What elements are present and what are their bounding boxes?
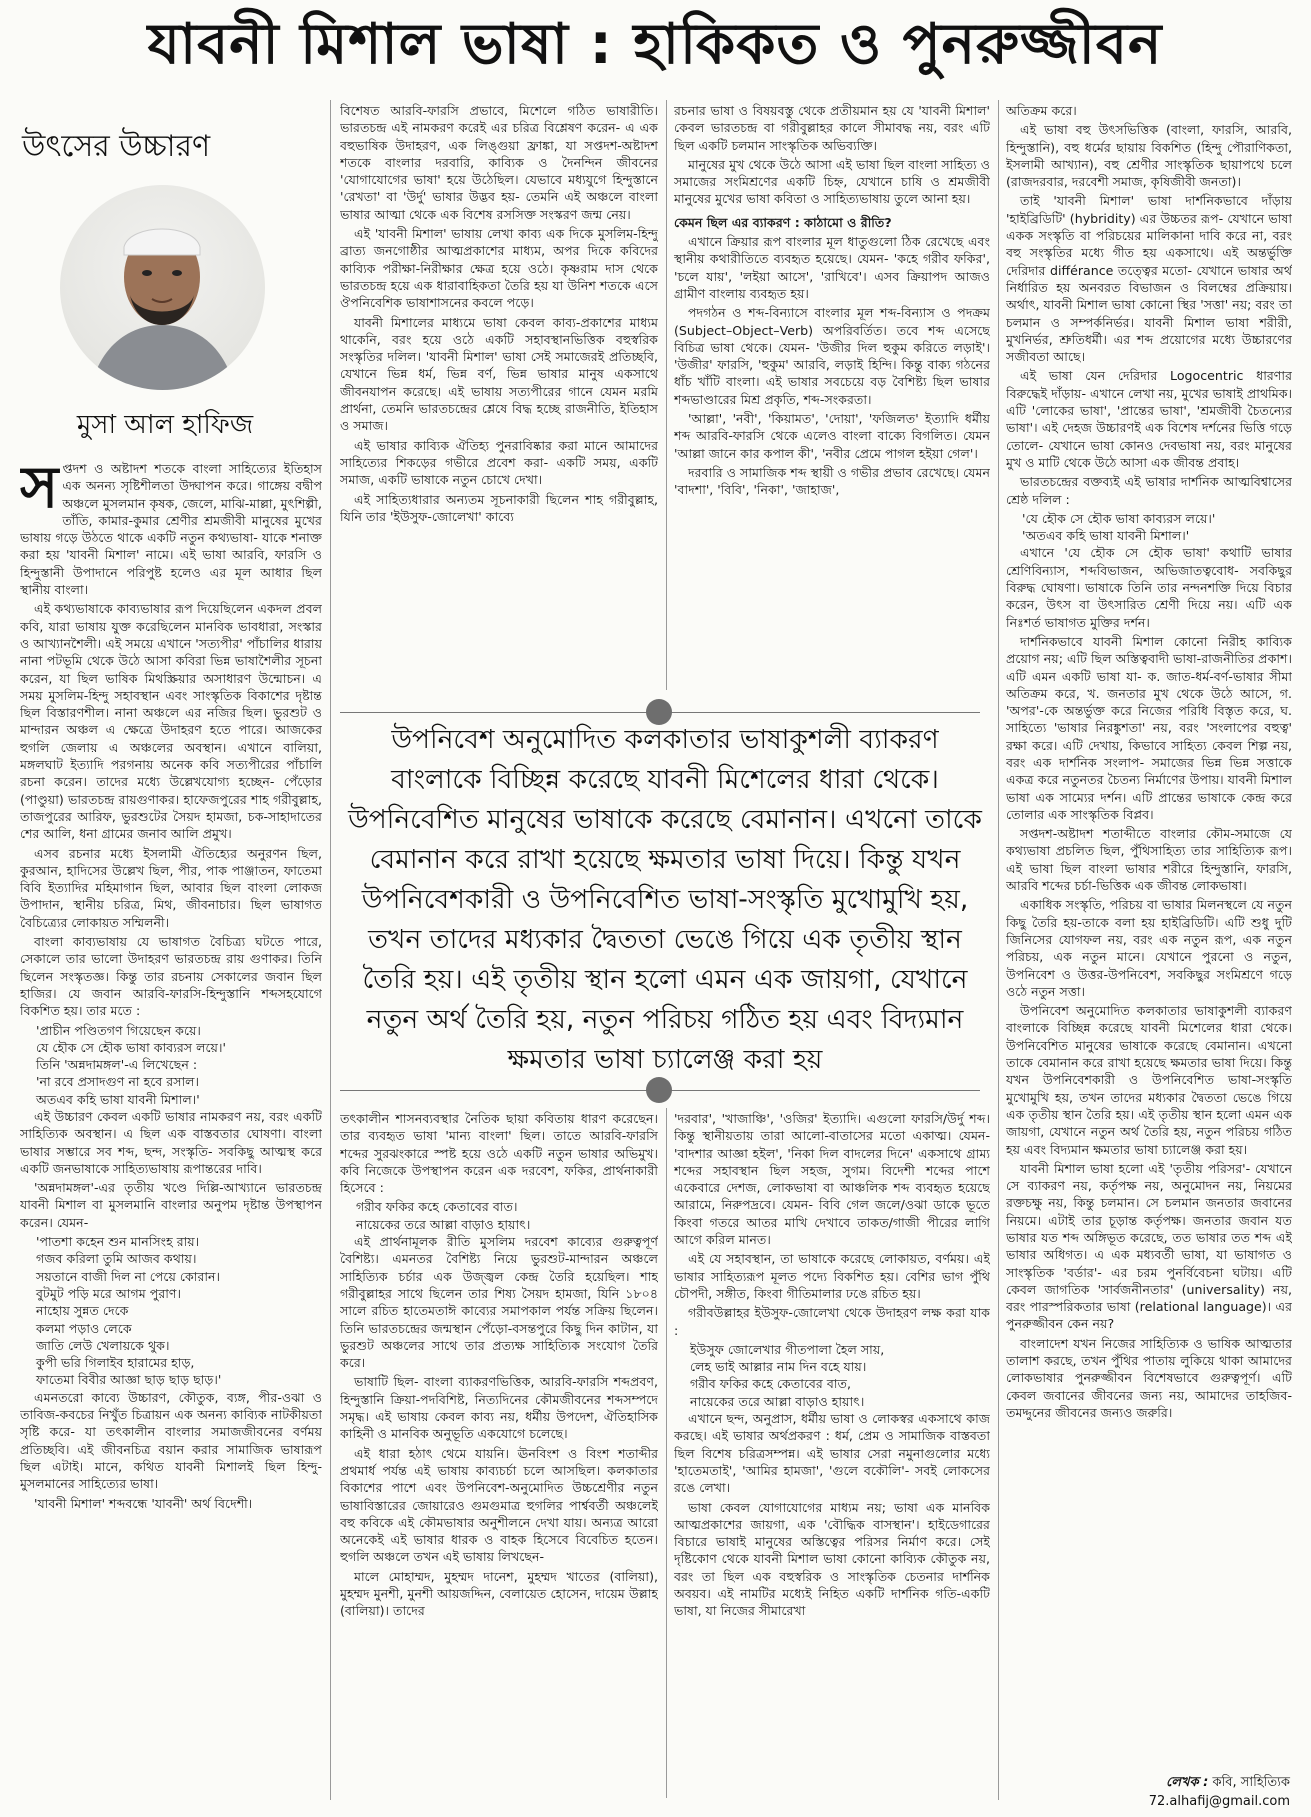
article-column-2-bottom — [340, 1110, 658, 1800]
paragraph: এখানে 'যে হৌক সে হৌক ভাষা' কথাটি ভাষার শ্রেণিবিন্যাস, শব্দবিভাজন, অভিজাতত্ববোধ- সবকিছুর বিরুদ্ধ ঘোষণা। ভাষাকে তিনি তার নন্দনশক্তি দিয়ে বিচার করেন, উৎস বা উৎসারিত শ্রেণী দিয়ে নয়। এটি এক নিঃশর্ত ভাষাগত মুক্তির দর্শন। — [1006, 545, 1292, 630]
paragraph: এই ধারা হঠাৎ থেমে যায়নি। ঊনবিংশ ও বিংশ শতাব্দীর প্রথমার্ধ পর্যন্ত এই ভাষায় কাব্যচর্চা চলে আসছিল। কলকাতার বিকাশের পাশে এবং উপনিবেশ-অনুমোদিত উচ্চশ্রেণীর নতুন ভাষাবিস্তারের জোয়ারেও গুমগুমাত্র হুগলির পার্শ্ববর্তী অঞ্চলেই বহু কবিকে এই কৌমভাষার অনুশীলনে দেখা যায়। অন্যত্র আরো অনেকেই এই ভাষার ধারক ও বাহক হিসেবে বিবেচিত হতেন। হুগলি অঞ্চলে তখন এই ভাষায় লিখছেন- — [340, 1445, 658, 1565]
paragraph: বিশেষত আরবি-ফারসি প্রভাবে, মিশেলে গঠিত ভাষারীতি। ভারতচন্দ্র এই নামকরণ করেই এর চরিত্র বিশ্লেষণ করেন- এ এক বহুভাষিক উদাহরণ, এক লিঙ্গুয়া ফ্রাঙ্কা, যা সপ্তদশ-অষ্টাদশ শতকে বাংলার দরবারি, কাব্যিক ও দৈনন্দিন জীবনের 'যোগাযোগের ভাষা' হয়ে উঠেছিল। যেভাবে মধ্যযুগে হিন্দুস্তানে 'রেখতা' বা 'উর্দু' ভাষার উদ্ভব হয়- তেমনি এই অঞ্চলে বাংলা ভাষার আত্মা থেকে এক বিশেষ রসসিক্ত সংস্করণ জন্ম নেয়। — [340, 103, 658, 222]
paragraph: এই প্রার্থনামূলক রীতি মুসলিম দরবেশ কাব্যের গুরুত্বপূর্ণ বৈশিষ্ট্য। এমনতর বৈশিষ্ট্য নিয়ে ভুরশুট-মান্দারন অঞ্চলে সাহিত্যিক চর্চার এক উজ্জ্বল কেন্দ্র তৈরি হয়েছিল। শাহ গরীবুল্লাহর সাথে ছিলেন তার শিষ্য সৈয়দ হামজা, যিনি ১৮০৪ সালে রচিত হাতেমতাঈ কাব্যের সমাপকাল পর্যন্ত সক্রিয় ছিলেন। তিনি ভারতচন্দ্রের জন্মস্থান পেঁড়ো-বসন্তপুরে কিছু দিন কাটান, যা ভুরশুট অঞ্চলের সাথে তার প্রত্যক্ষ সাহিত্যিক সংযোগ তৈরি করে। — [340, 1234, 658, 1371]
paragraph: দরবারি ও সামাজিক শব্দ স্থায়ী ও গভীর প্রভাব রেখেছে। যেমন 'বাদশা', 'বিবি', 'নিকা', 'জাহাজ', — [674, 464, 990, 498]
paragraph: ভাষা কেবল যোগাযোগের মাধ্যম নয়; ভাষা এক মানবিক আত্মপ্রকাশের জায়গা, এক 'বৌদ্ধিক বাসস্থান'। হাইডেগারের বিচারে ভাষাই মানুষের অস্তিত্বের পরিসর নির্মাণ করে। সেই দৃষ্টিকোণ থেকে যাবনী মিশাল ভাষা কোনো কাব্যিক কৌতুক নয়, বরং তা ছিল এক বহুস্বরিক ও সাংস্কৃতিক চেতনার দার্শনিক অবয়ব। এই নামটির মধ্যেই নিহিত একটি দার্শনিক গতি-একটি ভাষা, যা নিজের সীমারেখা — [674, 1499, 990, 1619]
headline: যাবনী মিশাল ভাষা : হাকিকত ও পুনরুজ্জীবন — [147, 12, 1163, 77]
author-role: কবি, সাহিত্যিক — [1212, 1775, 1290, 1790]
drop-cap: স — [20, 460, 59, 521]
paragraph: তাই 'যাবনী মিশাল' ভাষা দার্শনিকভাবে দাঁড়ায় 'হাইব্রিডিটি' (hybridity) এর উচ্চতর রূপ- যেখানে ভাষা একক সংস্কৃতি বা পরিচয়ের মালিকানা দাবি করে না, বরং বহু সংস্কৃতির মধ্যে গীত হয় একসাথে। এই অন্তর্ভুক্তি দেরিদার différance তত্ত্বের মতো- যেখানে ভাষার অর্থ নির্ধারিত হয় অনবরত বিভাজন ও বিলম্বের প্রক্রিয়ায়। অর্থাৎ, যাবনী মিশাল ভাষা কোনো স্থির 'সত্তা' নয়; বরং তা চলমান ও সম্পর্কনির্ভর। যাবনী মিশাল ভাষা শরীরী, মুখনির্ভর, শ্রুতিধর্মী। এর শব্দ প্রয়োগের মধ্যে উচ্চারণের সজীবতা আছে। — [1006, 193, 1292, 365]
verse-line: ফাতেমা বিবীর আজ্ঞা ছাড় ছাড় ছাড়।' — [36, 1372, 222, 1388]
paragraph: এই কথ্যভাষাকে কাব্যভাষার রূপ দিয়েছিলেন একদল প্রবল কবি, যারা ভাষায় যুক্ত করেছিলেন মানবিক ভাবধারা, সংস্কার ও আখ্যানশৈলী। এই সময়ে এখানে 'সত্যপীর' পাঁচালির ধারায় নানা পটভূমি থেকে উঠে আসা কবিরা ভিন্ন ভাষাশৈলীর সূচনা করেন, যা ছিল ভাষিক মিথস্ক্রিয়ার অসাধারণ উন্মোচন। এ সময় মুসলিম-হিন্দু সহাবস্থান এবং সাংস্কৃতিক বিকাশের দৃষ্টান্ত ছিল বিস্তারণশীল। নানা অঞ্চলে এর নজির ছিল। ভুরশুট ও মান্দারন অঞ্চল এ ক্ষেত্রে উদাহরণ হতে পারে। আজকের হুগলি জেলায় এ অঞ্চলের অবস্থান। এখানে বালিয়া, মঙ্গলঘাট ইত্যাদি পরগনায় অনেক কবি সত্যপীরের পাঁচালি রচনা করেন। তাদের মধ্যে উল্লেখযোগ্য হচ্ছেন- পেঁড়োর (পাণ্ডুয়া) ভারতচন্দ্র রায়গুণাকর। হাফেজপুরের শাহ গরীবুল্লাহ, তাজপুরের আরিফ, ভুরশুটের সৈয়দ হামজা, চক-সাহাদাতের শের আলি, ধনা গ্রামের জনাব আলি প্রমুখ। — [20, 601, 322, 842]
column-kicker: উৎসের উচ্চারণ — [22, 129, 211, 164]
verse-line: জাতি লেউ খেলায়কে থুক। — [36, 1337, 170, 1353]
verse-line: নায়েকের তরে আল্লা বাড়াও হায়াৎ। — [690, 1393, 865, 1409]
author-role-label: লেখক : — [1165, 1775, 1209, 1790]
verse-line: ইউসুফ জোলেখার গীতপালা হৈল সায়, — [690, 1341, 885, 1357]
verse-line: গরীব ফকির কহে কেতাবের বাত। — [356, 1199, 518, 1215]
paragraph: পদগঠন ও শব্দ-বিন্যাসে বাংলার মূল শব্দ-বিন্যাস ও পদক্রম (Subject–Object–Verb) অপরিবর্তিত। তবে শব্দ এসেছে বিচিত্র ভাষা থেকে। যেমন- 'উজীর দিল হুকুম করিতে লড়াই'। 'উজীর' ফারসি, 'হুকুম' আরবি, লড়াই হিন্দি। কিন্তু বাক্য গঠনের ধাঁচ খাঁটি বাংলা। এই ভাষার সবচেয়ে বড় বৈশিষ্ট্য ছিল ভাষার শব্দভাণ্ডারের মিশ্র প্রকৃতি, শব্দ-সংকরতা। — [674, 305, 990, 407]
verse-line: অতএব কহি ভাষা যাবনী মিশাল।' — [36, 1091, 200, 1107]
pull-quote: উপনিবেশ অনুমোদিত কলকাতার ভাষাকুশলী ব্যাকরণ বাংলাকে বিচ্ছিন্ন করেছে যাবনী মিশেলের ধারা থেকে। উপনিবেশিত মানুষের ভাষাকে করেছে বেমানান। এখনো তাকে বেমানান করে রাখা হয়েছে ক্ষমতার ভাষা দিয়ে। কিন্তু যখন উপনিবেশকারী ও উপনিবেশিত ভাষা-সংস্কৃতি মুখোমুখি হয়, তখন তাদের মধ্যকার দ্বৈততা ভেঙে গিয়ে এক তৃতীয় স্থান তৈরি হয়। এই তৃতীয় স্থান হলো এমন এক জায়গা, যেখানে নতুন অর্থ তৈরি হয়, নতুন পরিচয় গঠিত হয় এবং বিদ্যমান ক্ষমতার ভাষা চ্যালেঞ্জ করা হয় — [348, 724, 982, 1075]
verse-line: কলমা পড়াও লেকে — [36, 1320, 132, 1336]
verse-line: নাহোয় সুন্নত দেকে — [36, 1303, 129, 1319]
paragraph: 'যাবনী মিশাল' শব্দবন্ধে 'যাবনী' অর্থ বিদেশী। — [34, 1495, 253, 1511]
paragraph: এই সাহিত্যধারার অন্যতম সূচনাকারী ছিলেন শাহ গরীবুল্লাহ, যিনি তার 'ইউসুফ-জোলেখা' কাব্যে — [340, 491, 658, 524]
paragraph: ভারতচন্দ্রের বক্তব্যই এই ভাষার দার্শনিক আত্মবিশ্বাসের শ্রেষ্ঠ দলিল : — [1006, 474, 1292, 507]
paragraph: প্তদশ ও অষ্টাদশ শতকে বাংলা সাহিত্যের ইতিহাস এক অনন্য সৃষ্টিশীলতা উদ্ঘাপন করে। গাঙ্গেয় বদ্বীপ অঞ্চলে মুসলমান কৃষক, জেলে, মাঝি-মাল্লা, মুৎশিল্পী, তাঁতি, কামার-কুমার শ্রেণীর শ্রমজীবী মানুষের মুখের ভাষায় গড়ে উঠতে থাকে একটি নতুন কথ্যভাষা- যাকে শনাক্ত করা হয় 'যাবনী মিশাল' নামে। এই ভাষা আরবি, ফারসি ও হিন্দুস্তানী উপাদানে পরিপুষ্ট হলেও এর মূল আধার ছিল স্থানীয় বাংলা। — [20, 461, 322, 598]
author-byline: মুসা আল হাফিজ — [76, 410, 254, 440]
paragraph: মানুষের মুখ থেকে উঠে আসা এই ভাষা ছিল বাংলা সাহিত্য ও সমাজের সংমিশ্রণের একটি চিহ্ন, যেখানে চাষি ও শ্রমজীবী মানুষের মুখের ভাষা কবিতা ও সাহিত্যভাষায় তুলে আনা হয়। — [674, 156, 990, 207]
author-email: 72.alhafij@gmail.com — [1148, 1794, 1290, 1809]
author-signature — [1030, 1773, 1290, 1811]
paragraph: এখানে ক্রিয়ার রূপ বাংলার মূল ধাতুগুলো ঠিক রেখেছে এবং স্থানীয় কথারীতিতে ব্যবহৃত হয়েছে। যেমন- 'কহে গরীব ফকির', 'চলে যায়', 'লইয়া আসে', 'রাখিবে'। এসব ক্রিয়াপদ আজও গ্রামীণ বাংলায় ব্যবহৃত হয়। — [674, 234, 990, 301]
article-column-3-bottom — [674, 1110, 990, 1800]
paragraph: এই ভাষা বহু উৎসভিত্তিক (বাংলা, ফারসি, আরবি, হিন্দুস্তানি), বহু ধর্মের ছায়ায় বিকশিত (হিন্দু পৌরাণিকতা, ইসলামী আখ্যান), বহু শ্রেণীর সাংস্কৃতিক ছায়াপথে চলে (রাজদরবার, দরবেশী সমাজ, কৃষিজীবী জনতা)। — [1006, 122, 1292, 190]
paragraph: এই ভাষার কাব্যিক ঐতিহ্য পুনরাবিষ্কার করা মানে আমাদের সাহিত্যের শিকড়ের গভীরে প্রবেশ করা- একটি সময়, একটি সমাজ, একটি ভাষাকে নতুন চোখে দেখা। — [340, 437, 658, 488]
verse-line: বুটমুট পড়ি মরে আগম পুরাণ। — [36, 1285, 182, 1301]
column-divider — [666, 100, 667, 690]
paragraph: এই উচ্চারণ কেবল একটি ভাষার নামকরণ নয়, বরং একটি সাহিত্যিক অবস্থান। এ ছিল এক বাস্তবতার ঘোষণা। বাংলা ভাষার সম্ভারে সব শব্দ, ছন্দ, সংস্কৃতি- সবকিছু আত্মস্থ করে একটি জনভাষাকে সাহিত্যভাষায় রূপান্তরের দাবি। — [20, 1108, 322, 1176]
verse-line: 'না রবে প্রসাদগুণ না হবে রসাল। — [36, 1074, 200, 1090]
verse-line: 'প্রাচীন পণ্ডিতগণ গিয়েছেন কয়ে। — [36, 1022, 201, 1038]
paragraph: যাবনী মিশাল ভাষা হলো এই 'তৃতীয় পরিসর'- যেখানে সে ব্যাকরণ নয়, কর্তৃপক্ষ নয়, অনুমোদন নয়, নিয়মের রক্তচক্ষু নয়, কিন্তু চলমান। সে চলমান জনতার জবানের নিয়মে। এটাই তার চূড়ান্ত কর্তৃপক্ষ। জনতার জবান যত ভাষার যত শব্দ অঙ্গিভূত করেছে, তত ভাষার তত শব্দ এই ভাষার অধিগত। এ এক মধ্যবর্তী ভাষা, যা ভাষাগত ও সাংস্কৃতিক 'বর্ডার'- এর চরম পুনর্বিবেচনা ঘটায়। এটি কেবল জাগতিক 'সার্বজনীনতার' (universality) নয়, বরং পারস্পরিকতার ভাষা (relational language)। এর পুনরুজ্জীবন কেন নয়? — [1006, 1160, 1292, 1332]
article-column-1 — [20, 460, 322, 1790]
pullquote-dot-bottom — [646, 1077, 672, 1103]
verse-line: তিনি 'অন্নদামঙ্গল'-এ লিখেছেন : — [36, 1057, 198, 1073]
paragraph: তৎকালীন শাসনব্যবস্থার নৈতিক ছায়া কবিতায় ধারণ করেছেন। তার ব্যবহৃত ভাষা 'মান্য বাংলা' ছিল। তাতে আরবি-ফারসি শব্দের সুরঝংকারে স্পষ্ট হয়ে ওঠে একটি নতুন ভাষার অভিমুখ। কবি নিজেকে উপস্থাপন করেন এক দরবেশ, ফকির, প্রার্থনাকারী হিসেবে : — [340, 1111, 658, 1196]
article-column-2-top — [340, 102, 658, 702]
paragraph: যাবনী মিশালের মাধ্যমে ভাষা কেবল কাব্য-প্রকাশের মাধ্যম থাকেনি, বরং হয়ে ওঠে একটি সহাবস্থানভিত্তিক বহুস্বরিক সংস্কৃতির দলিল। 'যাবনী মিশাল' ভাষা সেই সমাজেরই প্রতিচ্ছবি, যেখানে ভিন্ন ধর্ম, ভিন্ন বর্ণ, ভিন্ন ভাষার মানুষ একসাথে জীবনযাপন করেছে। এই ভাষায় সত্যপীরের গানে যেমন মরমি প্রার্থনা, তেমনি ভারতচন্দ্রের শ্লেষে বিদ্ধ হচ্ছে রাজনীতি, ইতিহাস ও সমাজ। — [340, 314, 658, 434]
paragraph: 'দরবার', 'খাজাঞ্চি', 'ওজির' ইত্যাদি। এগুলো ফারসি/উর্দু শব্দ। কিন্তু স্থানীয়তায় তারা আলো-বাতাসের মতো একাত্ম। যেমন- 'বাদশার আজ্ঞা হইল', 'নিকা দিল বাদলের দিনে' একসাথে গ্রাম্য শব্দের সহাবস্থান ছিল সহজ, সুগম। বিদেশী শব্দের পাশে একেবারে দেশজ, লোকভাষা বা আঞ্চলিক শব্দ ব্যবহৃত হয়েছে আরামে, নিরুপদ্রবে। যেমন- বিবি গেল জলে/ওঝা ডাকে ভূতে কিংবা গতরে আতর মাখি দেখাবে তাকত/গাজী পীরের লাগি আগে করিল মানত। — [674, 1111, 990, 1248]
paragraph: এই 'যাবনী মিশাল' ভাষায় লেখা কাব্য এক দিকে মুসলিম-হিন্দু ব্রাত্য জনগোষ্ঠীর আত্মপ্রকাশের মাধ্যম, অপর দিকে কবিদের কাব্যিক পরীক্ষা-নিরীক্ষার ক্ষেত্র হয়ে ওঠে। কৃষ্ণরাম দাস থেকে ভারতচন্দ্র হয়ে এক ধারাবাহিকতা তৈরি হয় যা উনিশ শতকে এসে ঔপনিবেশিক ভাষাশাসনের কবলে পড়ে। — [340, 226, 658, 311]
paragraph: এখানে ছন্দ, অনুপ্রাস, ধর্মীয় ভাষা ও লোকস্বর একসাথে কাজ করছে। এই ভাষার অর্থপ্রকরণ : ধর্ম, প্রেম ও সামাজিক বাস্তবতা ছিল বিশেষ চরিত্রসম্পন্ন। এই ভাষার সেরা নমুনাগুলোর মধ্যে 'হাতেমতাই', 'আমির হামজা', 'গুলে বকৌলি'- সবই লোকসের রঙে লেখা। — [674, 1411, 990, 1496]
column-divider — [998, 100, 999, 1800]
verse-line: 'অতএব কহি ভাষা যাবনী মিশাল।' — [1022, 528, 1190, 544]
column-divider — [330, 100, 331, 1800]
paragraph: সপ্তদশ-অষ্টাদশ শতাব্দীতে বাংলার কৌম-সমাজে যে কথ্যভাষা প্রচলিত ছিল, পুঁথিসাহিত্য তার সাহিত্যিক রূপ। এই ভাষা ছিল বাংলা ভাষার শরীরে হিন্দুস্তানি, ফারসি, আরবি শব্দের চর্চা-ভিত্তিক এক জীবন্ত লোকভাষা। — [1006, 826, 1292, 894]
paragraph: এই যে সহাবস্থান, তা ভাষাকে করেছে লোকায়ত, বর্ণময়। এই ভাষার সাহিত্যরূপ মূলত পদ্যে বিকশিত হয়। বেশির ভাগ পুঁথি চৌপদী, সঙ্গীত, কিংবা গীতিমালার ঢঙে রচিত হয়। — [674, 1251, 990, 1301]
paragraph: এসব রচনার মধ্যে ইসলামী ঐতিহ্যের অনুরণন ছিল, কুরআন, হাদিসের উল্লেখ ছিল, পীর, পাক পাঞ্জাতন, ফাতেমা বিবি ইত্যাদির মহিমাগান ছিল, আবার ছিল বাংলা লোকজ উপাদান, স্থানীয় চরিত্র, মিথ, জীবনাচার। ছিল ভাষাগত বৈচিত্র্যের লোকায়ত সম্মিলনী। — [20, 845, 322, 930]
paragraph: 'অন্নদামঙ্গল'-এর তৃতীয় খণ্ডে দিল্লি-আখ্যানে ভারতচন্দ্র যাবনী মিশাল বা মুসলমানি বাংলার অনুপম দৃষ্টান্ত উপস্থাপন করেন। যেমন- — [20, 1180, 322, 1230]
author-portrait-icon — [60, 185, 265, 390]
article-column-4 — [1006, 102, 1292, 1767]
author-photo — [60, 185, 265, 390]
verse-line: নায়েকের তরে আল্লা বাড়াও হায়াৎ। — [356, 1216, 531, 1232]
section-heading: কেমন ছিল এর ব্যাকরণ : কাঠামো ও রীতি? — [674, 214, 892, 230]
verse-line: গজব করিলা তুমি আজব কথায়। — [36, 1251, 197, 1267]
verse-line: 'পাতশা কহেন শুন মানসিংহ রায়। — [36, 1234, 200, 1250]
paragraph: দার্শনিকভাবে যাবনী মিশাল কোনো নিরীহ কাব্যিক প্রয়োগ নয়; এটি ছিল অস্তিত্ববাদী ভাষা-রাজনীতির প্রকাশ। এটি এমন একটি ভাষা যা- ক. জাত-ধর্ম-বর্ণ-ভাষার সীমা অতিক্রম করে, খ. জনতার মুখ থেকে উঠে আসে, গ. 'অপর'-কে অন্তর্ভুক্ত করে নিজের পরিধি বিস্তৃত করে, ঘ. সাহিত্যে 'ভাষার নিরঙ্কুশতা' নয়, বরং 'সংলাপের বহুত্ব' রক্ষা করে। এটি দেখায়, কিভাবে সাহিত্য কেবল শিল্প নয়, বরং এক দার্শনিক সংলাপ- সমাজের ভিন্ন ভিন্ন সত্তাকে একত্র করে নতুনতর চৈতন্য নির্মাণের উপায়। যাবনী মিশাল ভাষা এক সাম্যের দর্শন। এটি প্রান্তের ভাষাকে কেন্দ্র করে তোলার এক সাংস্কৃতিক বিপ্লব। — [1006, 633, 1292, 822]
paragraph: এই ভাষা যেন দেরিদার Logocentric ধারণার বিরুদ্ধেই দাঁড়ায়- এখানে লেখা নয়, মুখের ভাষাই প্রাথমিক। এটি 'লোকের ভাষা', 'প্রান্তের ভাষা', 'শ্রমজীবী চৈতন্যের ভাষা'। এই দেহজ উচ্চারণই এক বিশেষ দর্শনের ভিত্তি গড়ে তোলে- যেখানে ভাষা কোনও দেবভাষা নয়, বরং মানুষের মুখ ও মাটি থেকে উঠে আসা এক জীবন্ত প্রবাহ। — [1006, 368, 1292, 470]
paragraph: ভাষাটি ছিল- বাংলা ব্যাকরণভিত্তিক, আরবি-ফারসি শব্দপ্রবণ, হিন্দুস্তানি ক্রিয়া-পদবিশিষ্ট, নিত্যদিনের কৌমজীবনের শব্দসম্পদে সমৃদ্ধ। এই ভাষায় কেবল কাব্য নয়, ধর্মীয় উপদেশ, ঐতিহাসিক কাহিনী ও মানবিক অনুভূতি একযোগে চলেছে। — [340, 1374, 658, 1442]
paragraph: বাংলাদেশ যখন নিজের সাহিত্যিক ও ভাষিক আত্মতার তালাশ করছে, তখন পুঁথির পাতায় লুকিয়ে থাকা আমাদের লোকভাষার পুনরুজ্জীবন বিশেষভাবে গুরুত্বপূর্ণ। এটি কেবল জবানের জীবনের জন্য নয়, আমাদের তাহজিব-তমদ্দুনের জীবনের জন্যও জরুরি। — [1006, 1335, 1292, 1420]
paragraph: 'আল্লা', 'নবী', 'কিয়ামত', 'দোয়া', 'ফজিলত' ইত্যাদি ধর্মীয় শব্দ আরবি-ফারসি থেকে এলেও বাংলা বাক্যে বিগলিত। যেমন 'আল্লা জানে কার কপাল কী', 'নবীর প্রেমে পাগল হইয়া গেল'। — [674, 411, 990, 461]
verse-line: লেহ ভাই আল্লার নাম দিন বহে যায়। — [690, 1359, 867, 1375]
paragraph: একাধিক সংস্কৃতি, পরিচয় বা ভাষার মিলনস্থলে যে নতুন কিছু তৈরি হয়-তাকে বলা হয় হাইব্রিডিটি। এটি শুধু দুটি জিনিসের যোগফল নয়, বরং এক নতুন রূপ, এক নতুন পরিচয়, এক নতুন মানে। যেখানে পুরনো ও নতুন, উপনিবেশ ও উত্তর-উপনিবেশ, সবকিছুর সংমিশ্রণে গড়ে ওঠে নতুন সত্তা। — [1006, 897, 1292, 999]
verse-line: গরীব ফকির কহে কেতাবের বাত, — [690, 1376, 851, 1392]
verse-line: যে হৌক সে হৌক ভাষা কাব্যরস লয়ে।' — [36, 1039, 226, 1055]
paragraph: অতিক্রম করে। — [1006, 103, 1077, 118]
verse-line: 'যে হৌক সে হৌক ভাষা কাব্যরস লয়ে।' — [1022, 510, 1216, 526]
paragraph: উপনিবেশ অনুমোদিত কলকাতার ভাষাকুশলী ব্যাকরণ বাংলাকে বিচ্ছিন্ন করেছে যাবনী মিশেলের ধারা থেকে। উপনিবেশিত মানুষের ভাষাকে করেছে বেমানান। এখনো তাকে বেমানান করে রাখা হয়েছে ক্ষমতার ভাষা দিয়ে। কিন্তু যখন উপনিবেশকারী ও উপনিবেশিত ভাষা-সংস্কৃতি মুখোমুখি হয়, তখন তাদের মধ্যকার দ্বৈততা ভেঙে গিয়ে এক তৃতীয় স্থান তৈরি হয়। এই তৃতীয় স্থান হলো এমন এক জায়গা, যেখানে নতুন অর্থ তৈরি হয়, নতুন পরিচয় গঠিত হয় এবং বিদ্যমান ক্ষমতার ভাষা চ্যালেঞ্জ করা হয়। — [1006, 1003, 1292, 1157]
column-divider — [666, 1108, 667, 1798]
paragraph: গরীবউল্লাহর ইউসুফ-জোলেখা থেকে উদাহরণ লক্ষ করা যাক : — [674, 1305, 990, 1338]
paragraph: রচনার ভাষা ও বিষয়বস্তু থেকে প্রতীয়মান হয় যে 'যাবনী মিশাল' কেবল ভারতচন্দ্র বা গরীবুল্লাহর কালে সীমাবদ্ধ নয়, বরং এটি ছিল একটি চলমান সাংস্কৃতিক অভিব্যক্তি। — [674, 103, 990, 153]
verse-line: সয়তানে বাজী দিল না পেয়ে কোরান। — [36, 1268, 221, 1284]
paragraph: মালে মোহাম্মদ, মুহম্মদ দানেশ, মুহম্মদ খাতের (বালিয়া), মুহম্মদ মুনশী, মুনশী আয়জদ্দিন, বেলায়েত হোসেন, দায়েম উল্লাহ (বালিয়া)। তাদের — [340, 1568, 658, 1619]
paragraph: এমনতরো কাব্যে উচ্চারণ, কৌতুক, ব্যঙ্গ, পীর-ওঝা ও তাবিজ-কবচের নিখুঁত চিত্রায়ন এক অনন্য কাব্যিক নাটকীয়তা সৃষ্টি করে- যা তৎকালীন বাংলার সমাজজীবনের বর্ণময় প্রতিচ্ছবি। এই জীবনচিত্র বয়ান করার সামাজিক ভাষারূপ ছিল এটাই। মানে, কথিত যাবনী মিশালই ছিল হিন্দু-মুসলমানের সাহিত্যের ভাষা। — [20, 1389, 322, 1492]
paragraph: বাংলা কাব্যভাষায় যে ভাষাগত বৈচিত্র্য ঘটতে পারে, সেকালে তার ভালো উদাহরণ ভারতচন্দ্র রায় গুণাকর। তিনি ছিলেন সংস্কৃতজ্ঞ। কিন্তু তার রচনায় সেকালের জবান ছিল হাজির। যে জবান আরবি-ফারসি-হিন্দুস্তানি শব্দসহযোগে বিকশিত হয়। তার মতে : — [20, 934, 322, 1019]
article-column-3-top — [674, 102, 990, 702]
verse-line: কুপী ভরি গিলাইব হারামের হাড়, — [36, 1355, 195, 1371]
